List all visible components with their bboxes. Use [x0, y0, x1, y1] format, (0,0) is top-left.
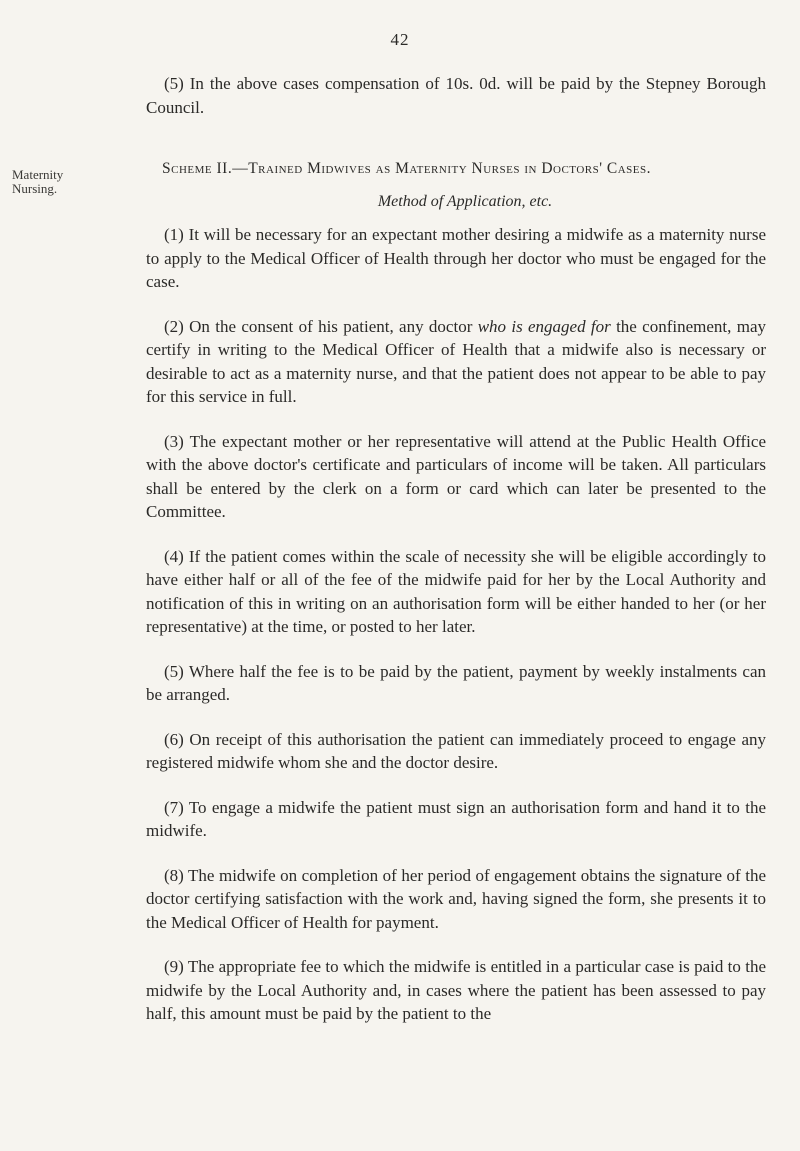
paragraph-7: (7) To engage a midwife the patient must sign an authorisation form and hand it to the midwife. [146, 797, 766, 840]
paragraph-1: (1) It will be necessary for an expectant mother desiring a midwife as a maternity nurse to apply to the Medical Officer of Health through her doctor who must be engaged for the case. [146, 225, 766, 291]
paragraph-4: (4) If the patient comes within the scale of necessity she will be eligible accordingly to have either half or all of the fee of the midwife paid for her by the Local Authority and notification of this in writing on an authorisation form will be either handed to her (or her representative) at the time, or posted to her later. [146, 546, 766, 636]
page-number: 42 [390, 30, 410, 49]
intro-paragraph: (5) In the above cases compensation of 10s. 0d. will be paid by the Stepney Borough Council. [146, 74, 766, 117]
paragraph-8: (8) The midwife on completion of her period of engagement obtains the signature of the doctor certifying satisfaction with the work and, having signed the form, she presents it to the Medical Officer of Health for payment. [146, 865, 766, 932]
document-body [146, 72, 766, 1047]
paragraph-2 [146, 315, 766, 409]
paragraph-2-end: the confinement, may certify in writing to the Medical Officer of Health that a midwife also is necessary or desirable to act as a maternity nurse, and that the patient does not appear to be able to pay for this service in full. [146, 316, 766, 406]
paragraph-2-italic: who is engaged for [477, 316, 611, 336]
paragraph-6: (6) On receipt of this authorisation the patient can immediately proceed to engage any registered midwife whom she and the doctor desire. [146, 729, 766, 772]
scheme-heading: Scheme II.—Trained Midwives as Maternity Nurses in Doctors' Cases. [162, 160, 651, 177]
method-subheading: Method of Application, etc. [377, 193, 553, 210]
paragraph-5: (5) Where half the fee is to be paid by the patient, payment by weekly instalments can be arranged. [146, 661, 766, 704]
paragraph-3: (3) The expectant mother or her representative will attend at the Public Health Office with the above doctor's certificate and particulars of income will be taken. All particulars shall be entered by the clerk on a form or card which can later be presented to the Committee. [146, 431, 766, 521]
paragraph-2-start: (2) On the consent of his patient, any doctor [164, 316, 478, 336]
margin-note: Maternity Nursing. [12, 167, 64, 196]
paragraph-9: (9) The appropriate fee to which the midwife is entitled in a particular case is paid to the midwife by the Local Authority and, in cases where the patient has been assessed to pay half, this amount must be paid by the patient to the [146, 957, 766, 1023]
